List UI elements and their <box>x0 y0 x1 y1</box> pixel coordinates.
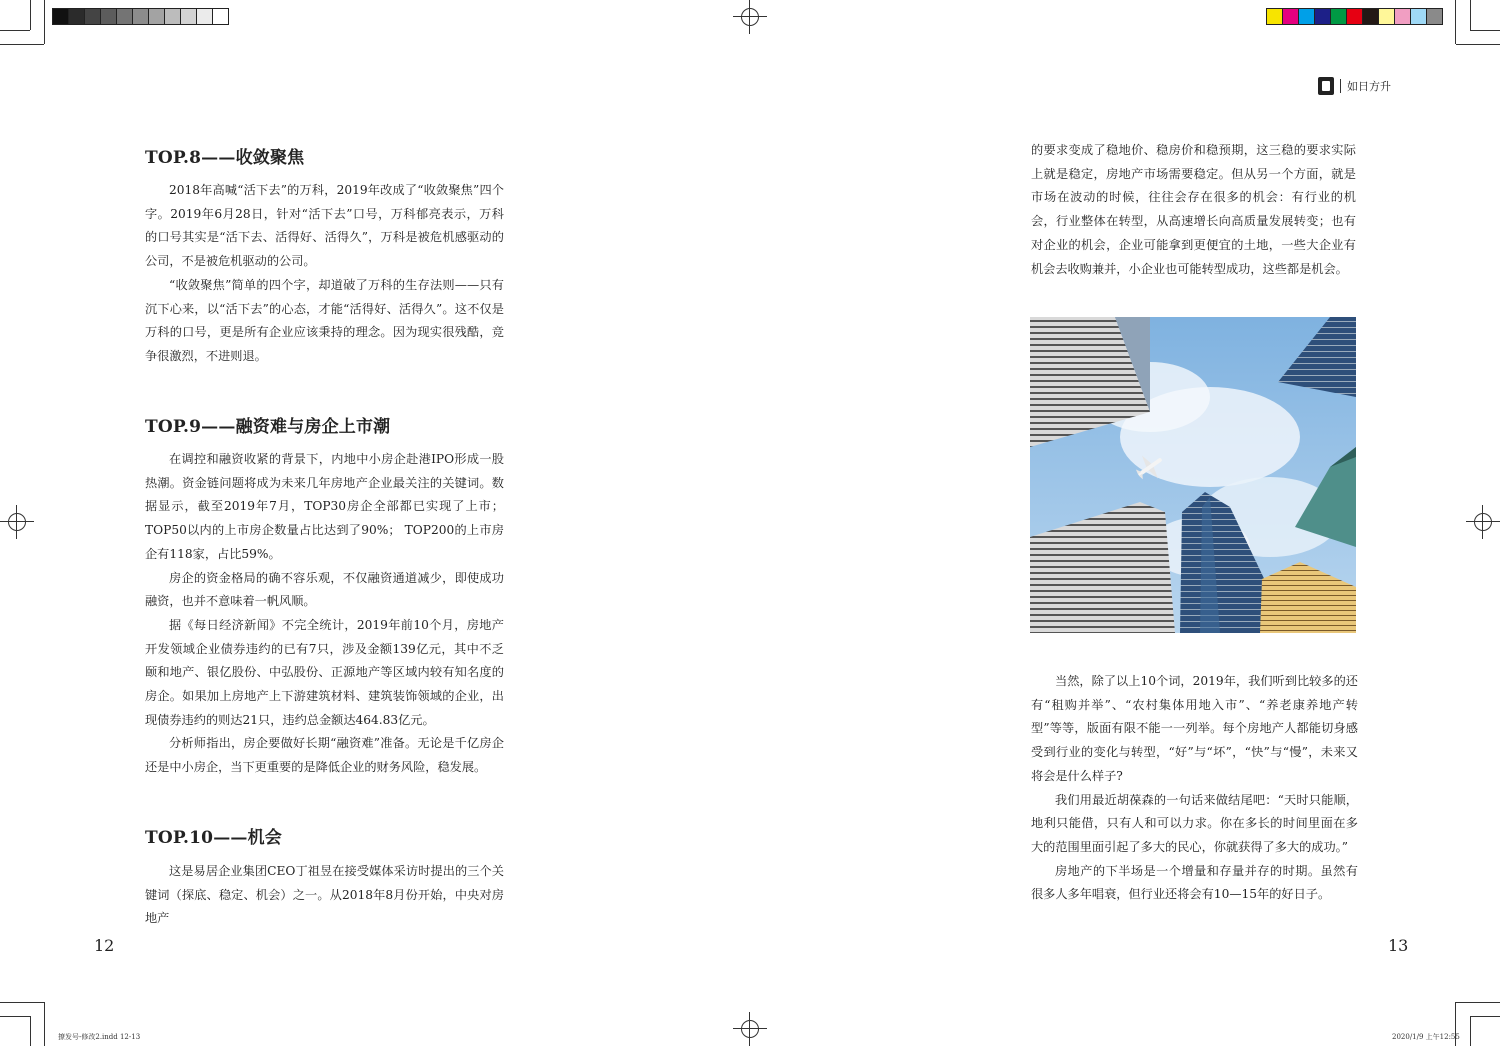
file-slug: 撩发号-修改2.indd 12-13 <box>58 1033 141 1041</box>
crop-mark <box>1470 30 1500 31</box>
registration-mark-icon <box>1466 505 1500 539</box>
registration-mark-icon <box>733 0 767 34</box>
calibration-swatch <box>85 9 101 24</box>
crop-mark <box>0 44 44 45</box>
calibration-swatch <box>1427 9 1442 24</box>
header-divider <box>1340 79 1341 93</box>
color-calibration-bar <box>1266 8 1443 25</box>
calibration-swatch <box>1283 9 1299 24</box>
body-paragraph: 据《每日经济新闻》不完全统计，2019年前10个月，房地产开发领域企业债券违约的已有7只，涉及金额139亿元，其中不乏颐和地产、银亿股份、中弘股份、正源地产等区域内较有知名度的房企。如果加上房地产上下游建筑材料、建筑装饰领域的企业，出现债券违约的则达21只，违约总金额达464.83亿元。 <box>145 617 504 727</box>
crop-mark <box>1470 1016 1471 1046</box>
calibration-swatch <box>133 9 149 24</box>
body-paragraph: 的要求变成了稳地价、稳房价和稳预期，这三稳的要求实际上就是稳定，房地产市场需要稳定。但从另一个方面，就是市场在波动的时候，往往会存在很多的机会：有行业的机会，行业整体在转型，从高速增长向高质量发展转变；也有对企业的机会，企业可能拿到更便宜的土地，一些大企业有机会去收购兼并，小企业也可能转型成功，这些都是机会。 <box>1031 143 1356 276</box>
grayscale-calibration-bar <box>52 8 229 25</box>
calibration-swatch <box>1411 9 1427 24</box>
photo-illustration <box>1030 317 1356 633</box>
body-paragraph: 我们用最近胡葆森的一句话来做结尾吧：“天时只能顺，地利只能借，只有人和可以力求。你在多长的时间里面在多大的范围里面引起了多大的民心，你就获得了多大的成功。” <box>1031 792 1358 854</box>
crop-mark <box>1470 0 1471 30</box>
body-paragraph: 2018年高喊“活下去”的万科，2019年改成了“收敛聚焦”四个字。2019年6月28日，针对“活下去”口号，万科郁亮表示，万科的口号其实是“活下去、活得好、活得久”，万科是被危机感驱动的公司，不是被危机驱动的公司。 <box>145 183 504 269</box>
calibration-swatch <box>1299 9 1315 24</box>
header-title: 如日方升 <box>1347 80 1391 93</box>
calibration-swatch <box>213 9 228 24</box>
calibration-swatch <box>165 9 181 24</box>
calibration-swatch <box>101 9 117 24</box>
calibration-swatch <box>117 9 133 24</box>
body-paragraph: 当然，除了以上10个词，2019年，我们听到比较多的还有“租购并举”、“农村集体用地入市”、“养老康养地产转型”等等，版面有限不能一一列举。每个房地产人都能切身感受到行业的变化与转型，“好”与“坏”，“快”与“慢”，未来又将会是什么样子? <box>1031 674 1358 783</box>
calibration-swatch <box>149 9 165 24</box>
section-body-top9 <box>145 448 504 780</box>
calibration-swatch <box>1395 9 1411 24</box>
body-paragraph: “收敛聚焦”简单的四个字，却道破了万科的生存法则——只有沉下心来，以“活下去”的心态，才能“活得好、活得久”。这不仅是万科的口号，更是所有企业应该秉持的理念。因为现实很残酷，竞争很激烈，不进则退。 <box>145 277 504 363</box>
page-number-right: 13 <box>1388 936 1409 955</box>
section-body-top8 <box>145 179 504 369</box>
section-heading-top8: TOP.8——收敛聚焦 <box>145 148 305 168</box>
calibration-swatch <box>1331 9 1347 24</box>
crop-mark <box>44 0 45 44</box>
skyscrapers-and-airplane-photo <box>1030 317 1356 633</box>
continued-paragraph <box>1031 139 1356 281</box>
crop-mark <box>30 1016 31 1046</box>
calibration-swatch <box>53 9 69 24</box>
calibration-swatch <box>69 9 85 24</box>
body-paragraph: 在调控和融资收紧的背景下，内地中小房企赴港IPO形成一股热潮。资金链问题将成为未来几年房地产企业最关注的关键词。数据显示，截至2019年7月，TOP30房企全部都已实现了上市；TOP50以内的上市房企数量占比达到了90%； TOP200的上市房企有118家，占比59%。 <box>145 452 504 561</box>
crop-mark <box>30 0 31 30</box>
calibration-swatch <box>1379 9 1395 24</box>
running-header <box>1318 77 1391 95</box>
crop-mark <box>1456 44 1500 45</box>
calibration-swatch <box>1267 9 1283 24</box>
section-heading-top10: TOP.10——机会 <box>145 828 283 848</box>
closing-paragraphs <box>1031 670 1358 907</box>
body-paragraph: 房企的资金格局的确不容乐观，不仅融资通道减少，即使成功融资，也并不意味着一帆风顺。 <box>145 570 504 609</box>
timestamp-slug: 2020/1/9 上午12:55 <box>1392 1033 1460 1041</box>
calibration-swatch <box>1347 9 1363 24</box>
body-paragraph: 这是易居企业集团CEO丁祖昱在接受媒体采访时提出的三个关键词（探底、稳定、机会）之一。从2018年8月份开始，中央对房地产 <box>145 864 504 926</box>
crop-mark <box>1456 1002 1500 1003</box>
crop-mark <box>0 1016 30 1017</box>
calibration-swatch <box>1363 9 1379 24</box>
body-paragraph: 分析师指出，房企要做好长期“融资难”准备。无论是千亿房企还是中小房企，当下更重要的是降低企业的财务风险，稳发展。 <box>145 736 504 775</box>
registration-mark-icon <box>0 505 34 539</box>
body-paragraph: 房地产的下半场是一个增量和存量并存的时期。虽然有很多人多年唱衰，但行业还将会有10—15年的好日子。 <box>1031 863 1358 902</box>
calibration-swatch <box>197 9 213 24</box>
calibration-swatch <box>181 9 197 24</box>
page-number-left: 12 <box>94 936 115 955</box>
registration-mark-icon <box>733 1012 767 1046</box>
crop-mark <box>0 30 30 31</box>
crop-mark <box>0 1002 44 1003</box>
crop-mark <box>44 1002 45 1046</box>
calibration-swatch <box>1315 9 1331 24</box>
publication-logo-icon <box>1318 77 1334 95</box>
crop-mark <box>1455 0 1456 44</box>
section-heading-top9: TOP.9——融资难与房企上市潮 <box>145 417 391 437</box>
crop-mark <box>1470 1016 1500 1017</box>
section-body-top10 <box>145 860 504 931</box>
